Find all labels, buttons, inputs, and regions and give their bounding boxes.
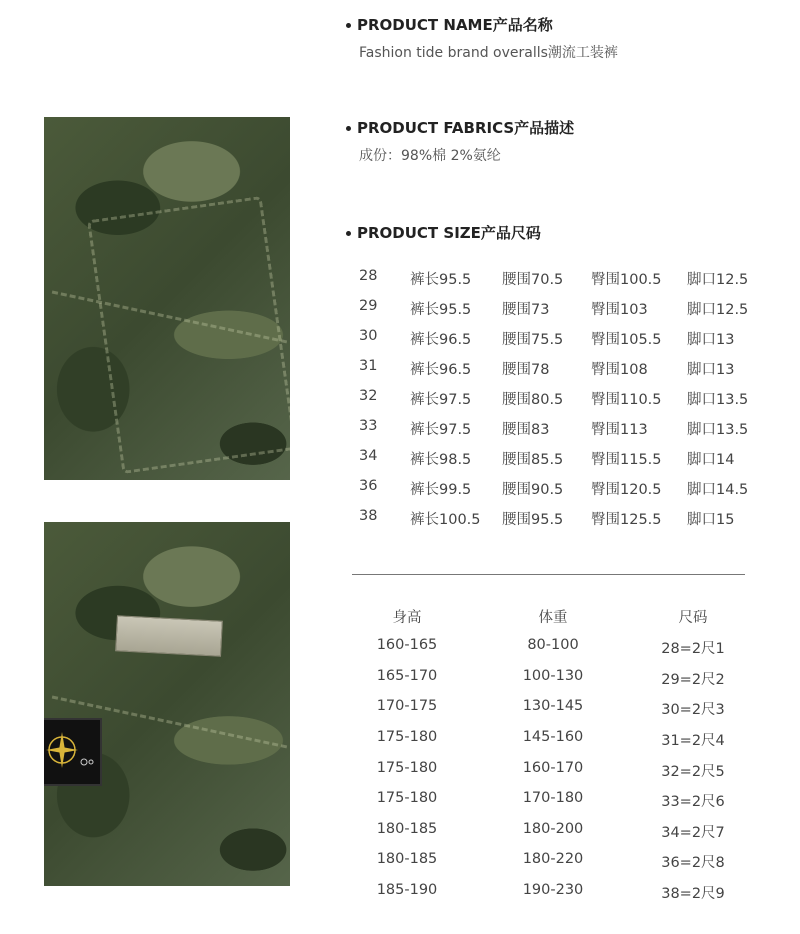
- length-cell: 裤长95.5: [410, 272, 472, 288]
- length-cell: 裤长96.5: [410, 332, 472, 348]
- table-row: [352, 637, 745, 667]
- height-cell: 175-180: [376, 760, 438, 776]
- weight-cell: 130-145: [522, 698, 584, 714]
- hip-cell: 臀围103: [591, 302, 648, 318]
- height-cell: 170-175: [376, 698, 438, 714]
- weight-cell: 100-130: [522, 668, 584, 684]
- bullet-icon: [346, 23, 351, 28]
- table-header-row: [352, 606, 745, 636]
- weight-cell: 190-230: [522, 882, 584, 898]
- waist-cell: 腰围83: [502, 422, 550, 438]
- height-cell: 175-180: [376, 790, 438, 806]
- waist-cell: 腰围80.5: [502, 392, 564, 408]
- size-cell: 29=2尺2: [661, 672, 725, 688]
- product-size-heading: [346, 222, 541, 243]
- size-cell: 36=2尺8: [661, 855, 725, 871]
- table-row: [352, 729, 745, 759]
- weight-cell: 160-170: [522, 760, 584, 776]
- weight-header: 体重: [538, 610, 568, 626]
- waist-cell: 腰围85.5: [502, 452, 564, 468]
- hip-cell: 臀围108: [591, 362, 648, 378]
- hip-cell: 臀围110.5: [591, 392, 662, 408]
- heading-text: PRODUCT NAME产品名称: [357, 16, 553, 34]
- hem-cell: 脚口13.5: [687, 392, 749, 408]
- waist-cell: 腰围78: [502, 362, 550, 378]
- size-cell: 32=2尺5: [661, 764, 725, 780]
- size-cell: 31: [359, 358, 378, 374]
- table-row: [352, 668, 745, 698]
- length-cell: 裤长99.5: [410, 482, 472, 498]
- height-cell: 160-165: [376, 637, 438, 653]
- label-patch: [115, 615, 223, 656]
- hip-cell: 臀围125.5: [591, 512, 662, 528]
- pocket-outline: [87, 196, 290, 474]
- size-cell: 28=2尺1: [661, 641, 725, 657]
- size-cell: 31=2尺4: [661, 733, 725, 749]
- size-cell: 34: [359, 448, 378, 464]
- bullet-icon: [346, 126, 351, 131]
- product-photo-badge: [44, 522, 290, 886]
- length-cell: 裤长95.5: [410, 302, 472, 318]
- hem-cell: 脚口12.5: [687, 302, 749, 318]
- product-name-heading: [346, 14, 553, 35]
- weight-cell: 170-180: [522, 790, 584, 806]
- waist-cell: 腰围95.5: [502, 512, 564, 528]
- size-cell: 32: [359, 388, 378, 404]
- section-divider: [352, 574, 745, 575]
- hem-cell: 脚口12.5: [687, 272, 749, 288]
- compass-badge-icon: [44, 718, 102, 786]
- table-row: [352, 851, 745, 881]
- table-row: [352, 882, 745, 912]
- height-cell: 180-185: [376, 851, 438, 867]
- height-cell: 165-170: [376, 668, 438, 684]
- hip-cell: 臀围100.5: [591, 272, 662, 288]
- size-cell: 29: [359, 298, 378, 314]
- size-cell: 34=2尺7: [661, 825, 725, 841]
- product-fabrics-heading: [346, 117, 574, 138]
- waist-cell: 腰围73: [502, 302, 550, 318]
- size-cell: 30=2尺3: [661, 702, 725, 718]
- size-cell: 30: [359, 328, 378, 344]
- hem-cell: 脚口13.5: [687, 422, 749, 438]
- length-cell: 裤长97.5: [410, 392, 472, 408]
- product-fabrics-value: 成份：98%棉 2%氨纶: [359, 148, 501, 164]
- bullet-icon: [346, 231, 351, 236]
- table-row: [352, 760, 745, 790]
- size-cell: 36: [359, 478, 378, 494]
- size-header: 尺码: [678, 610, 708, 626]
- hip-cell: 臀围120.5: [591, 482, 662, 498]
- hip-cell: 臀围115.5: [591, 452, 662, 468]
- size-cell: 28: [359, 268, 378, 284]
- product-photo-pocket: [44, 117, 290, 480]
- heading-text: PRODUCT FABRICS产品描述: [357, 119, 575, 137]
- height-cell: 175-180: [376, 729, 438, 745]
- hem-cell: 脚口13: [687, 362, 735, 378]
- hip-cell: 臀围113: [591, 422, 648, 438]
- height-cell: 180-185: [376, 821, 438, 837]
- table-row: [352, 821, 745, 851]
- hem-cell: 脚口14: [687, 452, 735, 468]
- weight-cell: 180-220: [522, 851, 584, 867]
- hem-cell: 脚口13: [687, 332, 735, 348]
- size-cell: 38: [359, 508, 378, 524]
- length-cell: 裤长96.5: [410, 362, 472, 378]
- heading-text: PRODUCT SIZE产品尺码: [357, 224, 541, 242]
- weight-cell: 180-200: [522, 821, 584, 837]
- size-cell: 38=2尺9: [661, 886, 725, 902]
- size-cell: 33=2尺6: [661, 794, 725, 810]
- height-cell: 185-190: [376, 882, 438, 898]
- weight-cell: 145-160: [522, 729, 584, 745]
- hem-cell: 脚口14.5: [687, 482, 749, 498]
- waist-cell: 腰围75.5: [502, 332, 564, 348]
- length-cell: 裤长100.5: [410, 512, 481, 528]
- product-name-value: Fashion tide brand overalls潮流工装裤: [359, 45, 618, 61]
- hem-cell: 脚口15: [687, 512, 735, 528]
- weight-cell: 80-100: [527, 637, 579, 653]
- height-header: 身高: [392, 610, 422, 626]
- hip-cell: 臀围105.5: [591, 332, 662, 348]
- size-cell: 33: [359, 418, 378, 434]
- waist-cell: 腰围90.5: [502, 482, 564, 498]
- length-cell: 裤长97.5: [410, 422, 472, 438]
- table-row: [352, 790, 745, 820]
- waist-cell: 腰围70.5: [502, 272, 564, 288]
- length-cell: 裤长98.5: [410, 452, 472, 468]
- table-row: [352, 698, 745, 728]
